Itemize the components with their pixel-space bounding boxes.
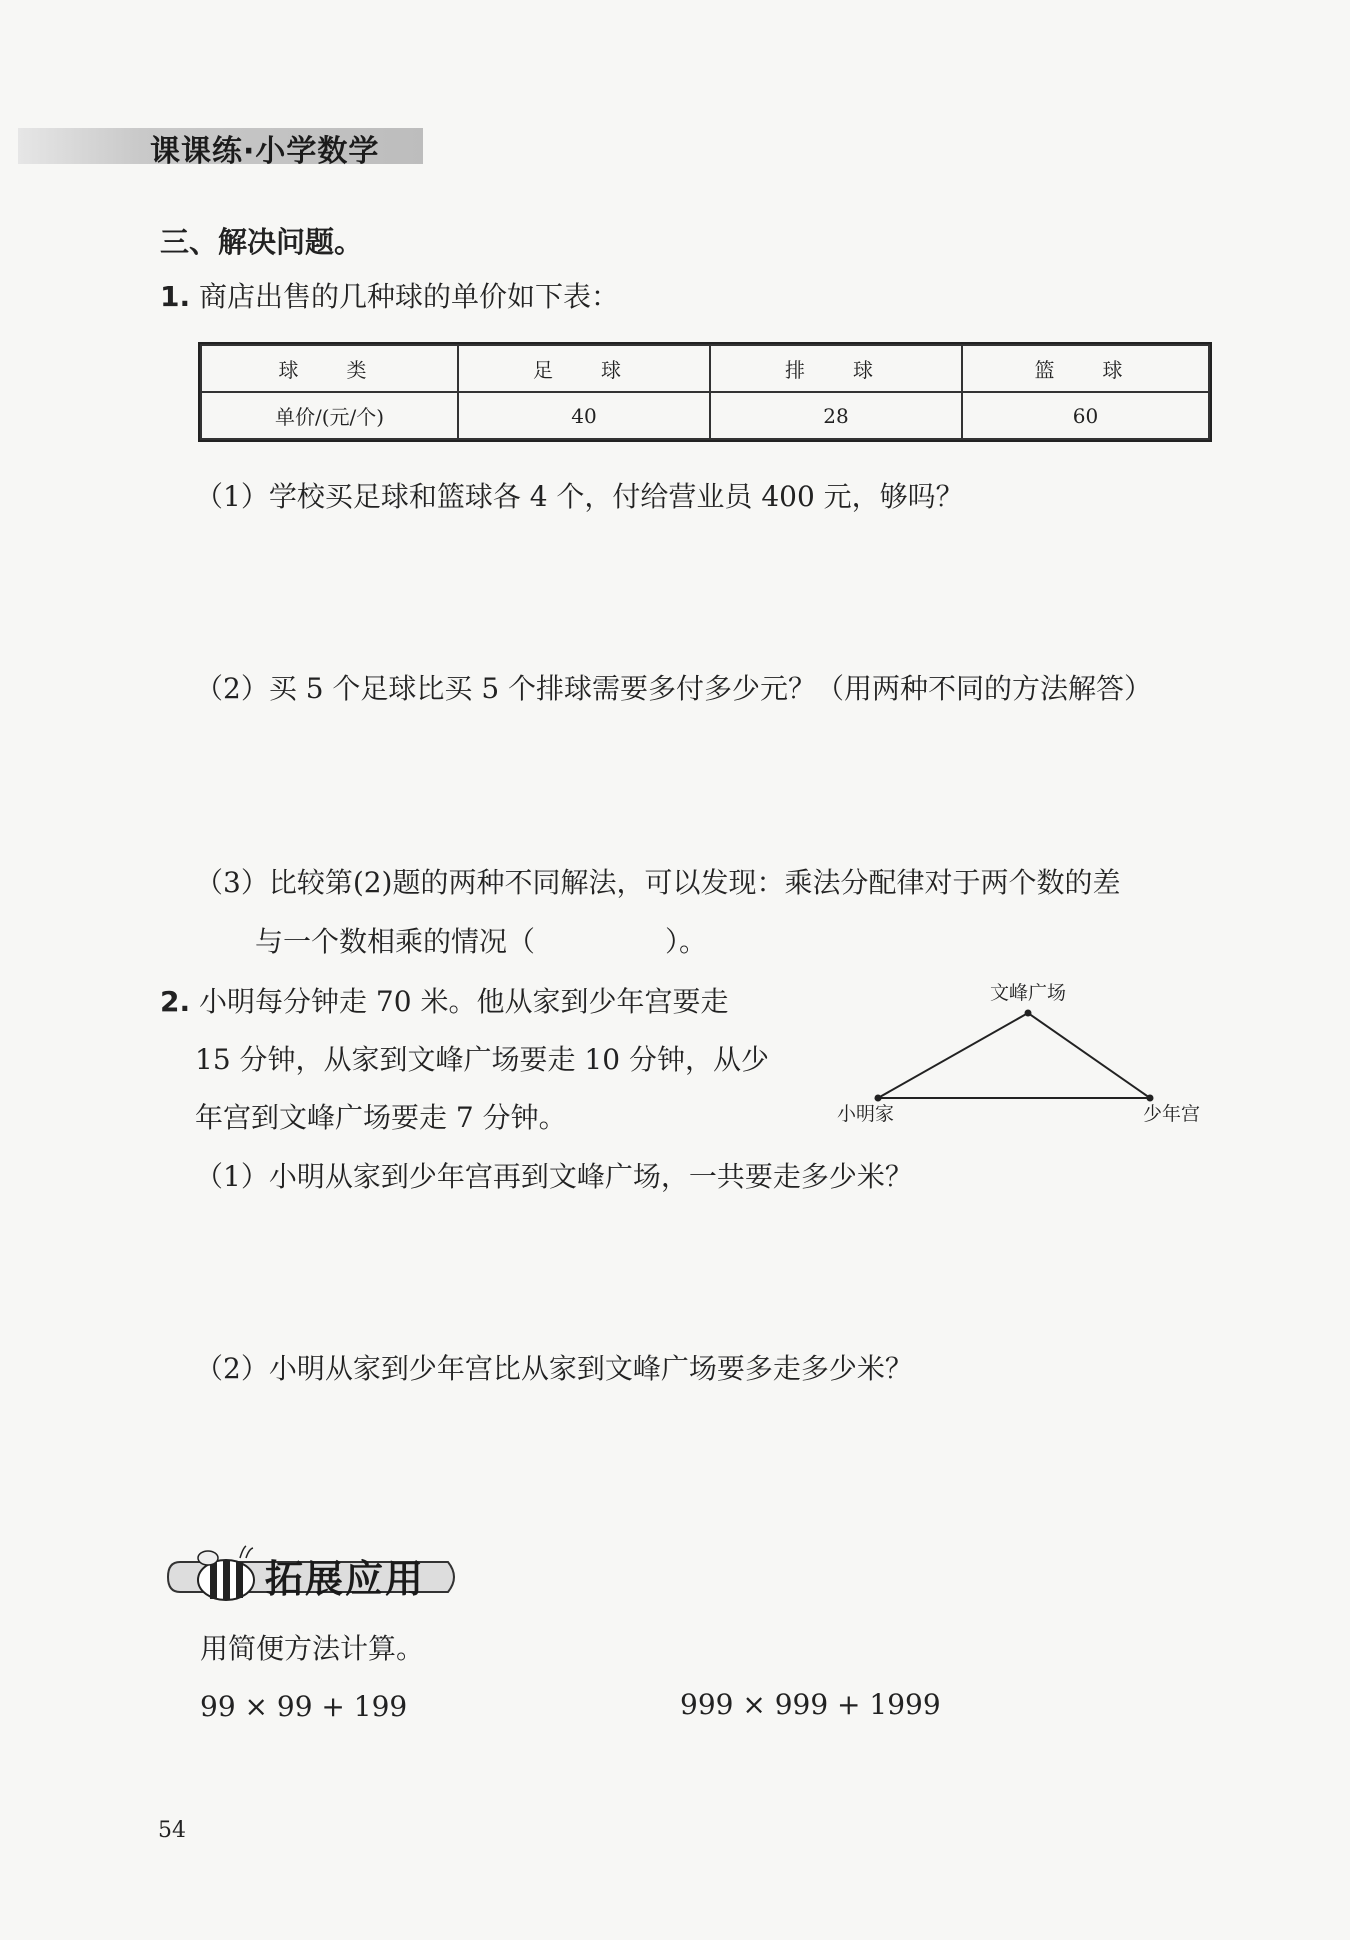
book-title: 课课练·小学数学 — [150, 134, 380, 169]
extension-title: 拓展应用 — [265, 1557, 426, 1601]
point-home — [875, 1095, 882, 1102]
table-cell: 28 — [710, 392, 962, 439]
q2-text-line1: 小明每分钟走 70 米。他从家到少年宫要走 — [199, 985, 729, 1018]
table-header-cell: 篮 球 — [962, 345, 1209, 392]
q2-line3: 年宫到文峰广场要走 7 分钟。 — [195, 1101, 567, 1134]
table-row — [201, 392, 1209, 439]
q1-sub3-line1: （3）比较第(2)题的两种不同解法，可以发现：乘法分配律对于两个数的差 — [195, 866, 1121, 899]
label-home: 小明家 — [837, 1103, 895, 1125]
q1-sub3-text-b: ）。 — [665, 925, 708, 958]
point-youth-palace — [1147, 1095, 1154, 1102]
route-diagram — [835, 975, 1225, 1135]
table-header-cell: 足 球 — [458, 345, 710, 392]
price-table — [200, 344, 1210, 440]
q1-sub1: （1）学校买足球和篮球各 4 个，付给营业员 400 元，够吗？ — [195, 480, 964, 513]
q1-text: 商店出售的几种球的单价如下表： — [199, 280, 620, 313]
table-row-label: 单价/(元/个) — [201, 392, 458, 439]
label-wenfeng: 文峰广场 — [989, 982, 1067, 1004]
page-number: 54 — [158, 1818, 186, 1843]
table-cell: 40 — [458, 392, 710, 439]
q1-sub3-line2 — [255, 925, 707, 959]
expression-1: 99 × 99 + 199 — [200, 1690, 408, 1723]
q1-stem — [160, 280, 619, 314]
q2-sub2: （2）小明从家到少年宫比从家到文峰广场要多走多少米？ — [195, 1352, 913, 1385]
table-header-row — [201, 345, 1209, 392]
bee-icon — [198, 1546, 254, 1600]
q2-line1 — [160, 985, 728, 1019]
table-cell: 60 — [962, 392, 1209, 439]
q1-sub3-text-a: 与一个数相乘的情况（ — [255, 925, 536, 958]
extension-instruction: 用简便方法计算。 — [200, 1632, 425, 1665]
q1-number: 1. — [160, 280, 191, 313]
q2-number: 2. — [160, 985, 191, 1018]
label-youth-palace: 少年宫 — [1143, 1103, 1201, 1125]
q2-line2: 15 分钟，从家到文峰广场要走 10 分钟，从少 — [195, 1043, 769, 1076]
q2-sub1: （1）小明从家到少年宫再到文峰广场，一共要走多少米？ — [195, 1160, 913, 1193]
q1-sub2: （2）买 5 个足球比买 5 个排球需要多付多少元？（用两种不同的方法解答） — [195, 672, 1153, 705]
point-wenfeng — [1025, 1010, 1032, 1017]
expression-2: 999 × 999 + 1999 — [680, 1688, 941, 1721]
table-header-cell: 球 类 — [201, 345, 458, 392]
table-header-cell: 排 球 — [710, 345, 962, 392]
route-triangle — [878, 1013, 1150, 1098]
section-title: 三、解决问题。 — [160, 225, 364, 259]
